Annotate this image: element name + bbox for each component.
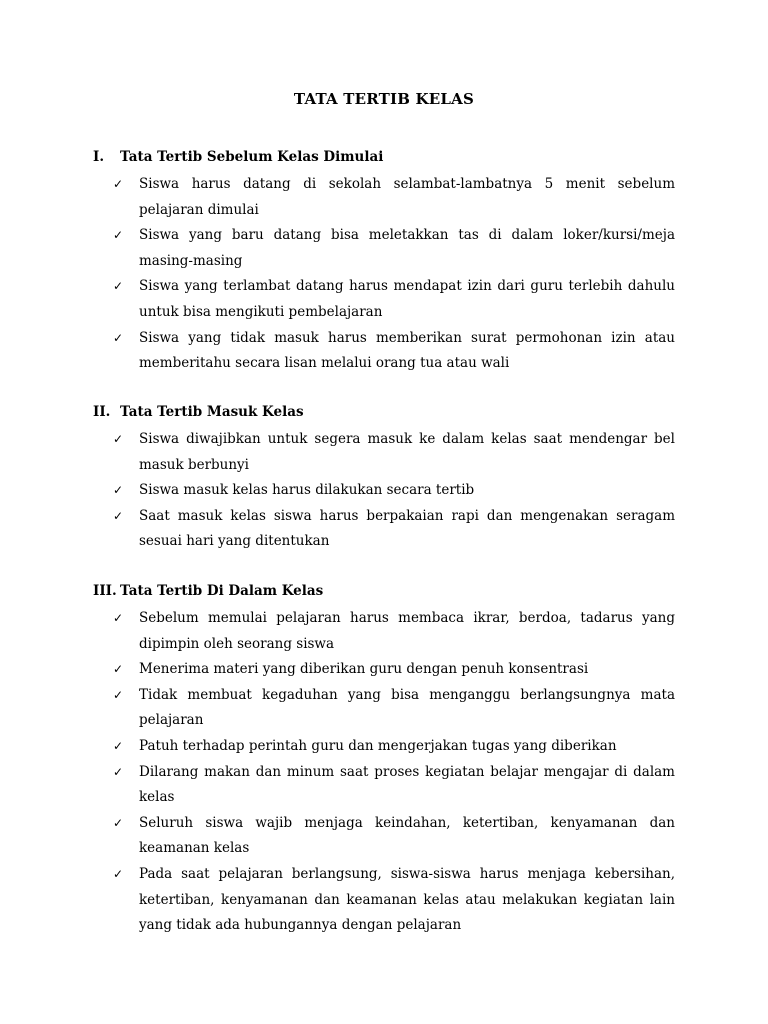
list-item-text: Menerima materi yang diberikan guru dengan penuh konsentrasi bbox=[139, 661, 589, 678]
list-item bbox=[93, 504, 675, 555]
checkmark-icon: ✓ bbox=[113, 611, 124, 625]
list-item-text: Dilarang makan dan minum saat proses kegiatan belajar mengajar di dalam kelas bbox=[139, 763, 675, 806]
section-number: II. bbox=[93, 404, 111, 420]
list-item bbox=[93, 657, 675, 683]
checkmark-icon: ✓ bbox=[113, 662, 124, 677]
document-title: TATA TERTIB KELAS bbox=[293, 90, 475, 108]
list-item bbox=[93, 760, 675, 811]
list-item bbox=[93, 223, 675, 274]
list-item bbox=[93, 683, 675, 734]
list-item-text: Sebelum memulai pelajaran harus membaca ikrar, berdoa, tadarus yang dipimpin oleh seorang siswa bbox=[139, 610, 675, 652]
checkmark-icon: ✓ bbox=[113, 228, 124, 243]
list-item bbox=[93, 811, 675, 862]
list-item-text: Siswa masuk kelas harus dilakukan secara tertib bbox=[139, 482, 475, 499]
list-item bbox=[93, 172, 675, 223]
checkmark-icon: ✓ bbox=[113, 764, 124, 779]
checkmark-icon: ✓ bbox=[113, 508, 124, 523]
list-item-text: Seluruh siswa wajib menjaga keindahan, ketertiban, kenyamanan dan keamanan kelas bbox=[139, 814, 675, 857]
list-item bbox=[93, 478, 675, 504]
list-item bbox=[93, 274, 675, 325]
list-item bbox=[93, 606, 675, 657]
section-masuk-kelas bbox=[93, 402, 675, 555]
section-sebelum-kelas bbox=[93, 147, 675, 377]
list-item bbox=[93, 734, 675, 760]
list-item-text: Tidak membuat kegaduhan yang bisa menganggu berlangsungnya mata pelajaran bbox=[139, 686, 675, 729]
section-heading bbox=[93, 581, 675, 606]
section-number: I. bbox=[93, 149, 105, 165]
checkmark-icon: ✓ bbox=[113, 330, 124, 345]
list-item-text: Siswa yang baru datang bisa meletakkan tas di dalam loker/kursi/meja masing-masing bbox=[139, 227, 675, 269]
checkmark-icon: ✓ bbox=[113, 279, 124, 294]
section-heading bbox=[93, 402, 675, 427]
list-item bbox=[93, 862, 675, 939]
checkmark-icon: ✓ bbox=[113, 738, 124, 753]
section-number: III. bbox=[93, 583, 117, 599]
list-item bbox=[93, 427, 675, 478]
list-item-text: Siswa yang terlambat datang harus mendapat izin dari guru terlebih dahulu untuk bisa mengikuti pembelajaran bbox=[139, 278, 675, 320]
section-title: Tata Tertib Masuk Kelas bbox=[120, 404, 304, 420]
section-dalam-kelas bbox=[93, 581, 675, 939]
checkmark-icon: ✓ bbox=[113, 687, 124, 702]
checkmark-icon: ✓ bbox=[113, 483, 124, 498]
list-item-text: Patuh terhadap perintah guru dan mengerjakan tugas yang diberikan bbox=[139, 737, 617, 754]
checkmark-icon: ✓ bbox=[113, 177, 124, 191]
section-heading bbox=[93, 147, 675, 172]
list-item-text: Pada saat pelajaran berlangsung, siswa-siswa harus menjaga kebersihan, ketertiban, kenyamanan dan keamanan kelas atau melakukan kegiatan lain yang tidak ada hubungannya dengan pelajaran bbox=[139, 865, 675, 934]
section-title: Tata Tertib Sebelum Kelas Dimulai bbox=[120, 149, 384, 165]
list-item-text: Siswa diwajibkan untuk segera masuk ke dalam kelas saat mendengar bel masuk berbunyi bbox=[139, 431, 675, 473]
checkmark-icon: ✓ bbox=[113, 866, 124, 881]
list-item bbox=[93, 326, 675, 377]
list-item-text: Saat masuk kelas siswa harus berpakaian rapi dan mengenakan seragam sesuai hari yang ditentukan bbox=[139, 507, 675, 550]
section-title: Tata Tertib Di Dalam Kelas bbox=[120, 583, 324, 599]
list-item-text: Siswa yang tidak masuk harus memberikan surat permohonan izin atau memberitahu secara lisan melalui orang tua atau wali bbox=[139, 329, 675, 372]
list-item-text: Siswa harus datang di sekolah selambat-lambatnya 5 menit sebelum pelajaran dimulai bbox=[139, 176, 675, 218]
checkmark-icon: ✓ bbox=[113, 815, 124, 830]
checkmark-icon: ✓ bbox=[113, 432, 124, 446]
